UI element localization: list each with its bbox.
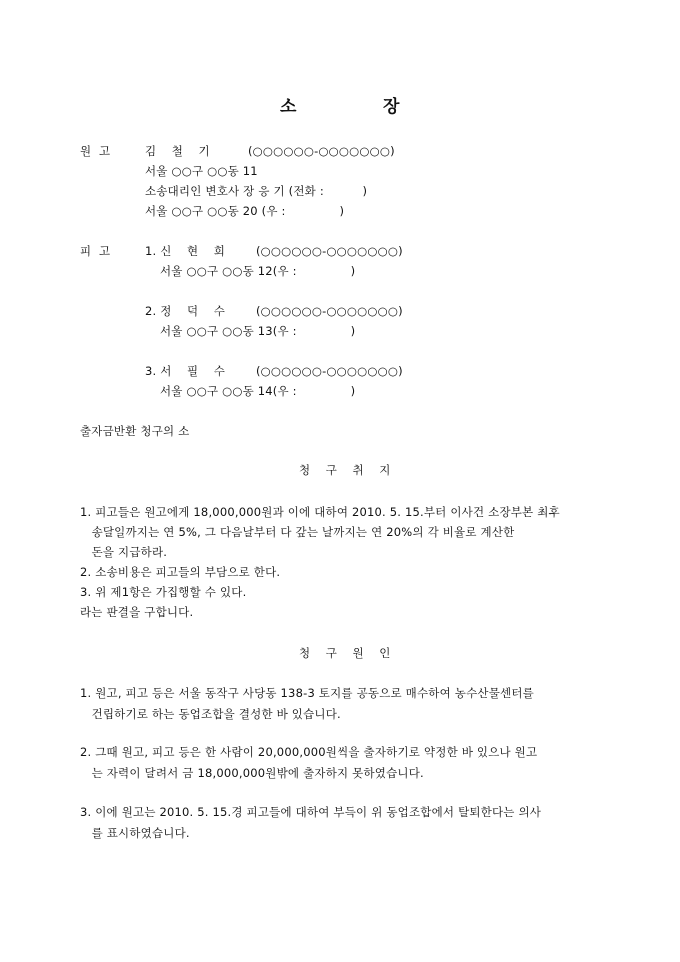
cause-line: 2. 그때 원고, 피고 등은 한 사람이 20,000,000원씩을 출자하기로 약정한 바 있으나 원고 [80,745,538,759]
attorney-address: 서울 ○○구 ○○동 20 (우 : ) [145,204,345,218]
cause-line: 는 자력이 달려서 금 18,000,000원밖에 출자하지 못하였습니다. [80,766,424,780]
plaintiff-name: 김 철 기 [145,144,210,158]
plaintiff-attorney: 소송대리인 변호사 장 응 기 (전화 : ) [145,184,368,198]
defendant-1-id: (○○○○○○-○○○○○○○) [256,244,403,258]
purpose-line: 1. 피고들은 원고에게 18,000,000원과 이에 대하여 2010. 5. 15.부터 이사건 소장부본 최후 [80,505,560,519]
defendant-2-address: 서울 ○○구 ○○동 13(우 : ) [160,324,356,338]
title-char-1: 소 [280,97,297,117]
defendants-label: 피 고 [80,244,111,258]
plaintiff-id: (○○○○○○-○○○○○○○) [248,144,395,158]
defendant-1-name: 1. 신 현 희 [145,244,225,258]
defendant-2-name: 2. 정 덕 수 [145,304,225,318]
defendant-3-address: 서울 ○○구 ○○동 14(우 : ) [160,384,356,398]
cause-line: 1. 원고, 피고 등은 서울 동작구 사당동 138-3 토지를 공동으로 매수하여 농수산물센터를 [80,686,534,700]
title-char-2: 장 [383,97,400,117]
defendant-3-name: 3. 서 필 수 [145,364,225,378]
cause-line: 건립하기로 하는 동업조합을 결성한 바 있습니다. [80,707,341,721]
purpose-line: 송달일까지는 연 5%, 그 다음날부터 다 갚는 날까지는 연 20%의 각 비율로 계산한 [80,525,515,539]
defendant-3-id: (○○○○○○-○○○○○○○) [256,364,403,378]
purpose-line: 돈을 지급하라. [80,545,168,559]
purpose-heading: 청 구 취 지 [299,463,397,477]
purpose-line: 2. 소송비용은 피고들의 부담으로 한다. [80,565,281,579]
case-name: 출자금반환 청구의 소 [80,424,190,438]
defendant-1-address: 서울 ○○구 ○○동 12(우 : ) [160,264,356,278]
cause-heading: 청 구 원 인 [299,646,397,660]
defendant-2-id: (○○○○○○-○○○○○○○) [256,304,403,318]
cause-line: 3. 이에 원고는 2010. 5. 15.경 피고들에 대하여 부득이 위 동업조합에서 탈퇴한다는 의사 [80,805,542,819]
cause-line: 를 표시하였습니다. [80,826,190,840]
purpose-line: 3. 위 제1항은 가집행할 수 있다. [80,585,247,599]
plaintiff-label: 원 고 [80,144,111,158]
plaintiff-address: 서울 ○○구 ○○동 11 [145,164,258,178]
purpose-line: 라는 판결을 구합니다. [80,605,194,619]
